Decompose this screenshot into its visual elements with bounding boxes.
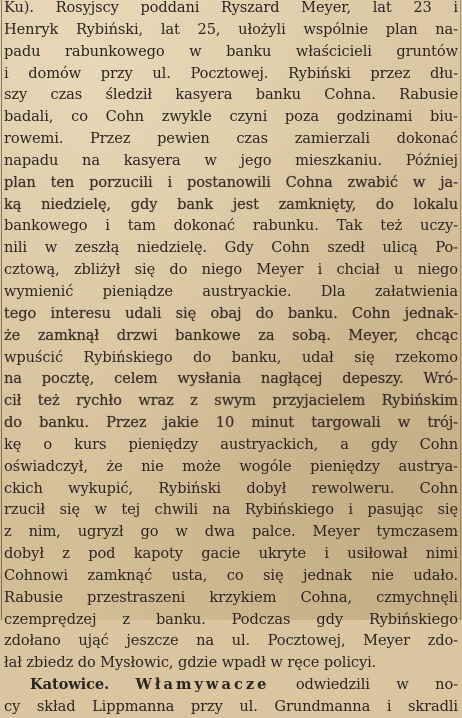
text-line: z nim, ugryzł go w dwa palce. Meyer tymczasem <box>4 523 458 541</box>
text-line: tego interesu udali się obaj do banku. Cohn jednak- <box>4 304 458 322</box>
text-line: Ku). Rosyjscy poddani Ryszard Meyer, lat 23 i <box>4 0 458 16</box>
text-line: cił też rychło wraz z swym przyjacielem Rybińskim <box>4 392 458 410</box>
text-line: że zamknął drzwi bankowe za sobą. Meyer, chcąc <box>4 326 458 344</box>
spaced-headword: Włamywacze <box>135 676 270 694</box>
text-line: Henryk Rybiński, lat 25, ułożyli wspólnie plan na- <box>4 20 458 38</box>
text-line: Rabusie przestraszeni krzykiem Cohna, czmychnęli <box>4 588 458 606</box>
text-line: ckich wykupić, Rybiński dobył rewolweru. Cohn <box>4 479 458 497</box>
text-line: rzucił się w tej chwili na Rybińskiego i pasując się <box>4 501 458 519</box>
text-line: wpuścić Rybińskiego do banku, udał się rzekomo <box>4 348 458 366</box>
text-line: napadu na kasyera w jego mieszkaniu. Później <box>4 151 458 169</box>
text-line: łał zbiedz do Mysłowic, gdzie wpadł w ręce policyi. <box>4 654 377 672</box>
text-fragment: odwiedzili w no- <box>295 676 458 694</box>
dateline-city: Katowice. <box>30 676 110 694</box>
text-line: czemprędzej z banku. Podczas gdy Rybińskiego <box>4 610 458 628</box>
text-line: dobył z pod kapoty gacie ukryte i usiłował nimi <box>4 545 458 563</box>
text-line: cztową, zbliżył się do niego Meyer i chciał u niego <box>4 261 458 279</box>
column-rule-right <box>460 0 461 620</box>
text-line: ką niedzielę, gdy bank jest zamknięty, do lokalu <box>4 195 458 213</box>
text-line: badali, co Cohn zwykle czyni poza godzinami biu- <box>4 108 458 126</box>
article-text <box>4 0 458 718</box>
text-line: oświadczył, że nie może wogóle pieniędzy austrya- <box>4 457 458 475</box>
text-line: kę o kurs pieniędzy austryackich, a gdy Cohn <box>4 435 458 453</box>
text-line: rowemi. Przez pewien czas zamierzali dokonać <box>4 130 458 148</box>
text-line: padu rabunkowego w banku właścicieli gruntów <box>4 42 458 60</box>
text-line: do banku. Przez jakie 10 minut targowali w trój- <box>4 414 458 432</box>
text-line: i domów przy ul. Pocztowej. Rybiński przez dłu- <box>4 64 458 82</box>
text-line: szy czas śledził kasyera banku Cohna. Rabusie <box>4 86 458 104</box>
text-line: cy skład Lippmanna przy ul. Grundmanna i skradli <box>4 698 458 715</box>
text-line: Cohnowi zamknąć usta, co się jednak nie udało. <box>4 566 458 584</box>
text-line: zdołano ująć jeszcze na ul. Pocztowej, Meyer zdo- <box>4 632 458 650</box>
text-line: bankowego i tam dokonać rabunku. Tak też uczy- <box>4 217 458 235</box>
column-rule-left <box>1 0 2 620</box>
text-line: nili w zeszłą niedzielę. Gdy Cohn szedł ulicą Po- <box>4 239 458 257</box>
text-line: na pocztę, celem wysłania nagłącej depeszy. Wró- <box>4 370 458 388</box>
text-line: wymienić pieniądze austryackie. Dla załatwienia <box>4 282 458 300</box>
next-item-first-line <box>4 674 458 696</box>
text-line: plan ten porzucili i postanowili Cohna zwabić w ja- <box>4 173 458 191</box>
